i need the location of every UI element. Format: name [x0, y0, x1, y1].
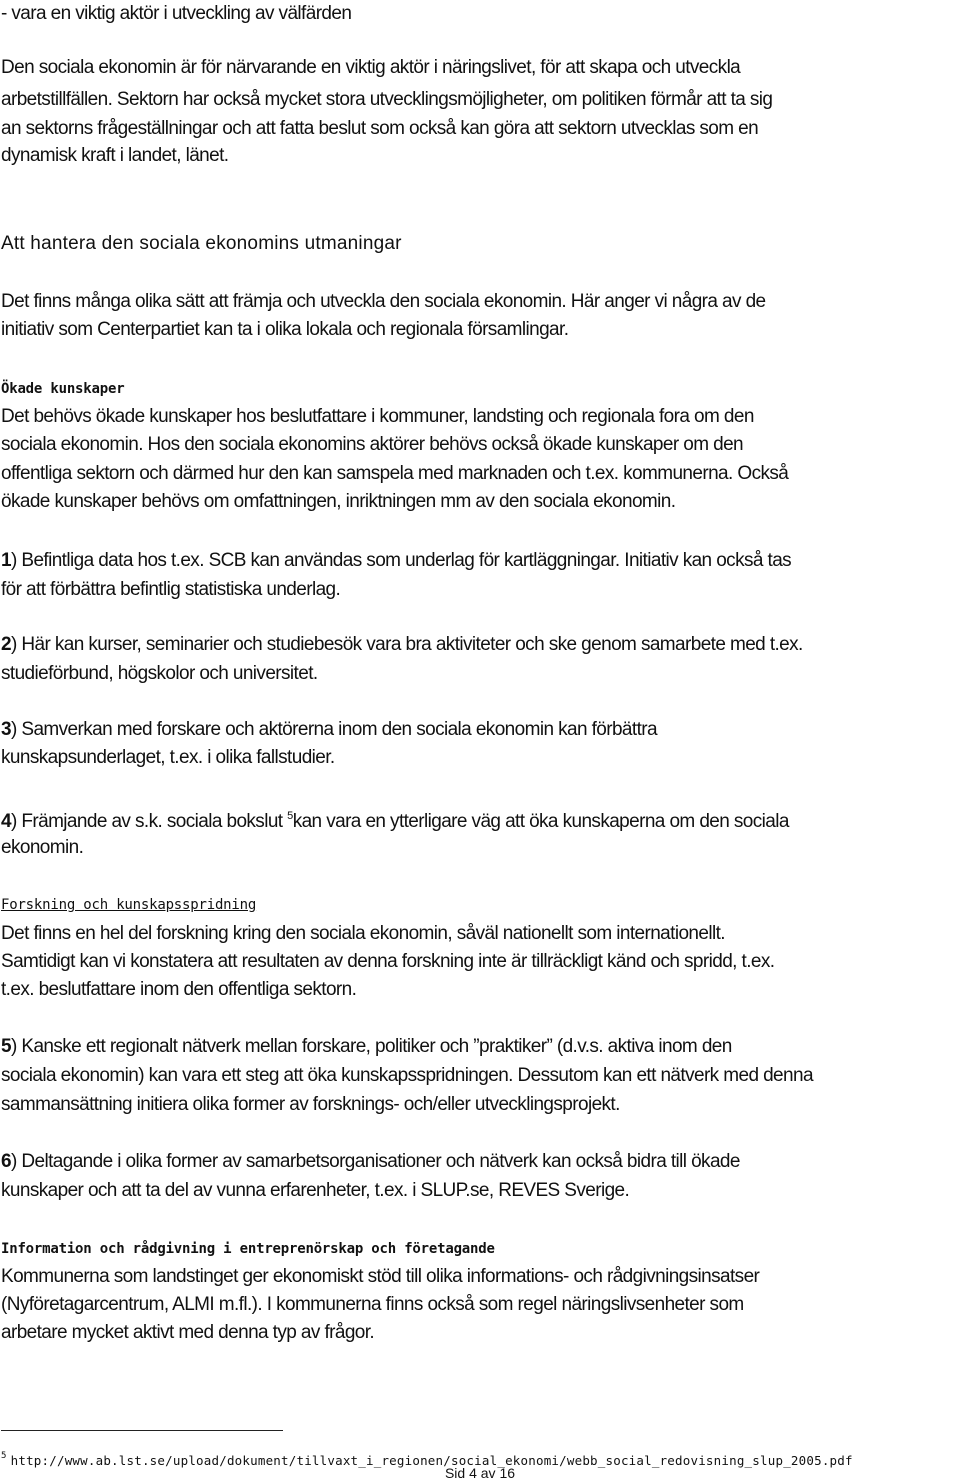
item-number: 5	[1, 1036, 11, 1057]
item-number: 4	[1, 811, 11, 832]
item-line: studieförbund, högskolor och universitet.	[1, 663, 318, 684]
paragraph-line: t.ex. beslutfattare inom den offentliga sektorn.	[1, 979, 357, 1000]
item-text: ) Befintliga data hos t.ex. SCB kan användas som underlag för kartläggningar. Initiativ kan också tas	[10, 550, 792, 571]
numbered-item-3	[1, 718, 657, 742]
numbered-item-5	[1, 1035, 732, 1059]
intro-line: arbetstillfällen. Sektorn har också mycket stora utvecklingsmöjligheter, om politiken förmår att ta sig	[1, 89, 773, 110]
footnote-number: 5	[1, 1451, 7, 1461]
numbered-item-6	[1, 1150, 740, 1174]
intro-line: an sektorns frågeställningar och att fatta beslut som också kan göra att sektorn utvecklas som en	[1, 118, 759, 139]
item-line: sammansättning initiera olika former av forsknings- och/eller utvecklingsprojekt.	[1, 1094, 620, 1115]
section-heading-info: Information och rådgivning i entreprenörskap och företagande	[1, 1241, 495, 1257]
paragraph-line: arbetare mycket aktivt med denna typ av frågor.	[1, 1322, 375, 1343]
item-line: för att förbättra befintlig statistiska underlag.	[1, 579, 341, 600]
item-line: ekonomin.	[1, 837, 84, 858]
paragraph-line: (Nyföretagarcentrum, ALMI m.fl.). I kommunerna finns också som regel näringslivsenheter som	[1, 1294, 744, 1315]
item-text: ) Samverkan med forskare och aktörerna inom den sociala ekonomin kan förbättra	[10, 719, 657, 740]
item-line: kunskapsunderlaget, t.ex. i olika fallstudier.	[1, 747, 335, 768]
item-number: 1	[1, 550, 11, 571]
item-line: kunskaper och att ta del av vunna erfarenheter, t.ex. i SLUP.se, REVES Sverige.	[1, 1180, 630, 1201]
item-number: 3	[1, 719, 11, 740]
numbered-item-2	[1, 633, 803, 657]
paragraph-line: Det finns många olika sätt att främja och utveckla den sociala ekonomin. Här anger vi några av de	[1, 291, 766, 312]
paragraph-line: sociala ekonomin. Hos den sociala ekonomins aktörer behövs också ökade kunskaper om den	[1, 434, 744, 455]
intro-line: Den sociala ekonomin är för närvarande en viktig aktör i näringslivet, för att skapa och utveckla	[1, 57, 741, 78]
item-text: ) Här kan kurser, seminarier och studiebesök vara bra aktiviteter och ske genom samarbete med t.ex.	[10, 634, 803, 655]
item-text: ) Främjande av s.k. sociala bokslut	[10, 811, 288, 832]
paragraph-line: Kommunerna som landstinget ger ekonomiskt stöd till olika informations- och rådgivningsinsatser	[1, 1266, 760, 1287]
item-number: 2	[1, 634, 11, 655]
paragraph-line: offentliga sektorn och därmed hur den kan samspela med marknaden och t.ex. kommunerna. Också	[1, 463, 789, 484]
paragraph-line: initiativ som Centerpartiet kan ta i olika lokala och regionala församlingar.	[1, 319, 569, 340]
item-text: ) Deltagande i olika former av samarbetsorganisationer och nätverk kan också bidra till ökade	[10, 1151, 740, 1172]
page-number: Sid 4 av 16	[444, 1465, 516, 1481]
intro-line: dynamisk kraft i landet, länet.	[1, 145, 229, 166]
footnote-link[interactable]: http://www.ab.lst.se/upload/dokument/tillvaxt_i_regionen/social_ekonomi/webb_social_redovisning_slup_2005.pdf	[10, 1453, 853, 1468]
item-number: 6	[1, 1151, 11, 1172]
item-line: sociala ekonomin) kan vara ett steg att öka kunskapsspridningen. Dessutom kan ett nätverk med denna	[1, 1065, 813, 1086]
numbered-item-4	[1, 804, 789, 834]
section-heading-challenges: Att hantera den sociala ekonomins utmaningar	[1, 233, 402, 254]
section-heading-knowledge: Ökade kunskaper	[1, 381, 125, 397]
numbered-item-1	[1, 549, 791, 573]
paragraph-line: Samtidigt kan vi konstatera att resultaten av denna forskning inte är tillräckligt känd och spridd, t.ex.	[1, 951, 775, 972]
item-text: ) Kanske ett regionalt nätverk mellan forskare, politiker och ”praktiker” (d.v.s. aktiva inom den	[10, 1036, 732, 1057]
item-text: kan vara en ytterligare väg att öka kunskaperna om den sociala	[292, 811, 789, 832]
paragraph-line: ökade kunskaper behövs om omfattningen, inriktningen mm av den sociala ekonomin.	[1, 491, 676, 512]
section-heading-research: Forskning och kunskapsspridning	[1, 897, 257, 913]
footnote-divider	[1, 1430, 283, 1431]
paragraph-line: Det behövs ökade kunskaper hos beslutfattare i kommuner, landsting och regionala fora om den	[1, 406, 754, 427]
footnote-reference: 5	[287, 810, 293, 822]
bullet-line: - vara en viktig aktör i utveckling av välfärden	[1, 3, 352, 24]
paragraph-line: Det finns en hel del forskning kring den sociala ekonomin, såväl nationellt som internationellt.	[1, 923, 725, 944]
